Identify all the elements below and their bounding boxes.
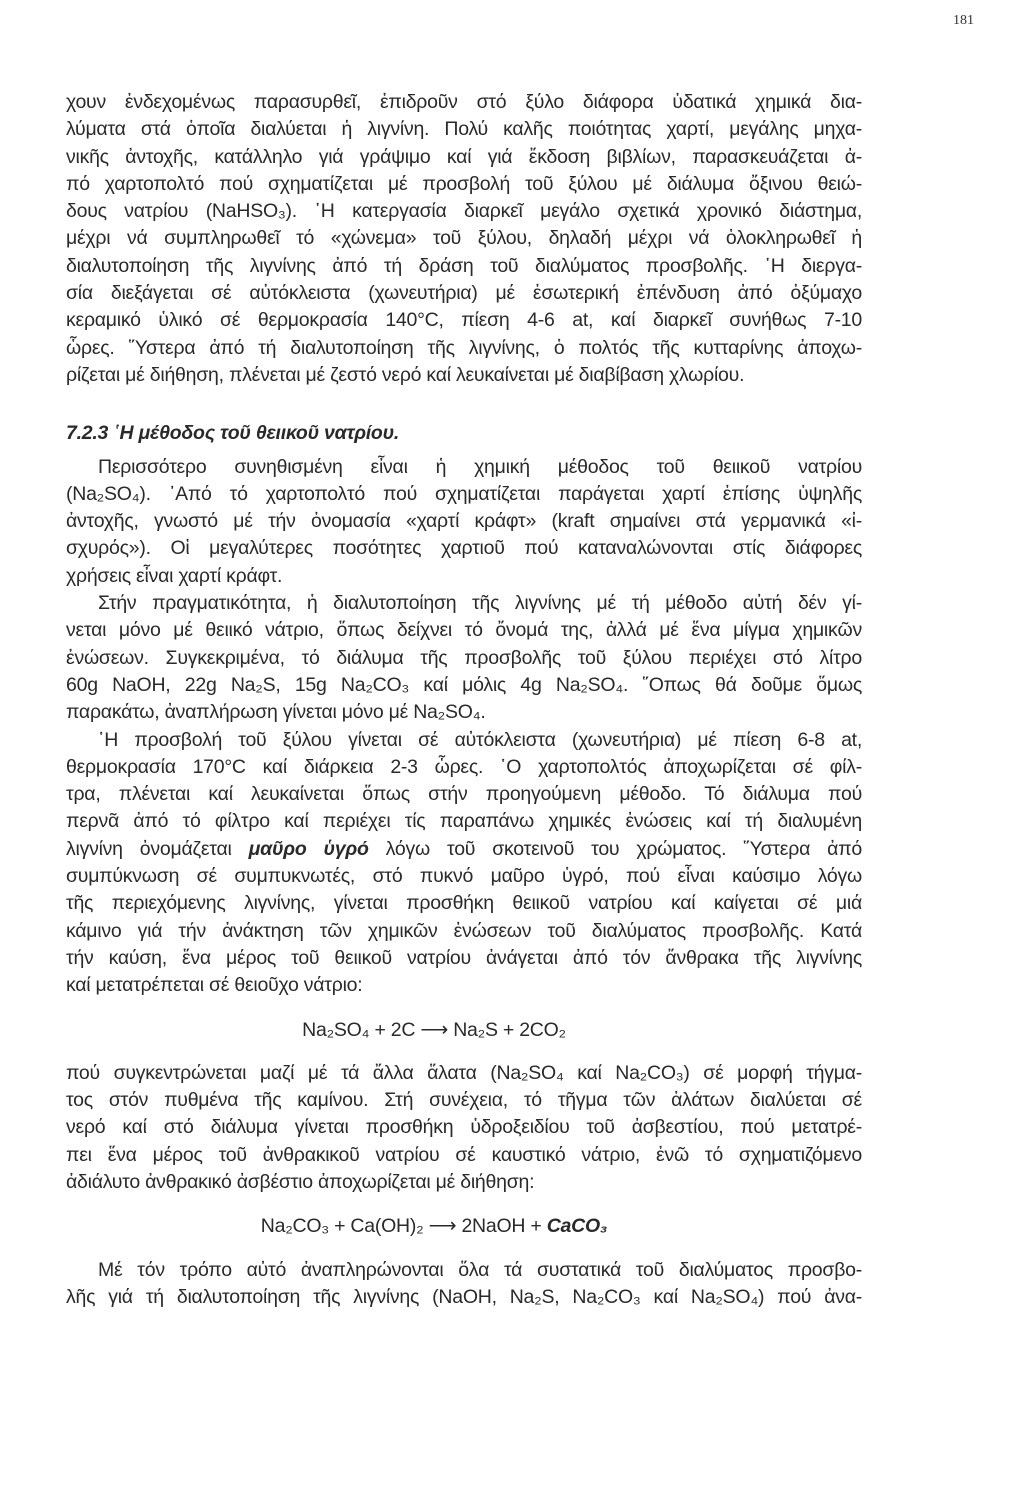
chemical-equation xyxy=(66,1017,862,1044)
text-line: καί μετατρέπεται σέ θειοῦχο νάτριο: xyxy=(66,974,363,997)
text-line: θερμοκρασία 170°C καί διάρκεια 2-3 ὧρες. ῾Ο χαρτοπολτός ἀποχωρίζεται σέ φίλ- xyxy=(66,755,862,778)
text-line: δους νατρίου (NaHSO₃). ῾Η κατεργασία διαρκεῖ μεγάλο σχετικά χρονικό διάστημα, xyxy=(66,200,862,223)
text-line: τήν καύση, ἕνα μέρος τοῦ θειικοῦ νατρίου ἀνάγεται ἀπό τόν ἄνθρακα τῆς λιγνίνης xyxy=(66,946,862,969)
text-line: νερό καί στό διάλυμα γίνεται προσθήκη ὑδροξειδίου τοῦ ἀσβεστίου, πού μετατρέ- xyxy=(66,1116,862,1139)
text-line: συμπύκνωση σέ συμπυκνωτές, στό πυκνό μαῦρο ὑγρό, πού εἶναι καύσιμο λόγω xyxy=(66,865,862,888)
section-heading xyxy=(66,420,862,447)
text-line: νικῆς ἀντοχῆς, κατάλληλο γιά γράψιμο καί γιά ἔκδοση βιβλίων, παρασκευάζεται ἀ- xyxy=(66,145,862,168)
paragraph xyxy=(66,1257,862,1312)
text-line: πει ἕνα μέρος τοῦ ἀνθρακικοῦ νατρίου σέ καυστικό νάτριο, ἐνῶ τό σχηματιζόμενο xyxy=(66,1143,862,1166)
paragraph xyxy=(66,454,862,590)
text-line: σία διεξάγεται σέ αὐτόκλειστα (χωνευτήρια) μέ ἐσωτερική ἐπένδυση ἀπό ὀξύμαχο xyxy=(66,282,862,305)
chemical-equation xyxy=(66,1213,862,1240)
text-line: πό χαρτοπολτό πού σχηματίζεται μέ προσβολή τοῦ ξύλου μέ διάλυμα ὄξινου θειώ- xyxy=(66,172,862,195)
text-line: σχυρός»). Οἱ μεγαλύτερες ποσότητες χαρτιοῦ πού καταναλώνονται στίς διάφορες xyxy=(66,537,862,560)
text-line: τρα, πλένεται καί λευκαίνεται ὅπως στήν προηγούμενη μέθοδο. Τό διάλυμα πού xyxy=(66,783,862,806)
page-body xyxy=(66,89,862,1311)
text-line: ἀντοχῆς, γνωστό μέ τήν ὀνομασία «χαρτί κράφτ» (kraft σημαίνει στά γερμανικά «ἰ- xyxy=(66,510,862,533)
text-line xyxy=(66,1213,862,1240)
paragraph xyxy=(66,89,862,389)
text-line: ἐνώσεων. Συγκεκριμένα, τό διάλυμα τῆς προσβολῆς τοῦ ξύλου περιέχει στό λίτρο xyxy=(66,646,862,669)
text-line: Μέ τόν τρόπο αὐτό ἀναπληρώνονται ὅλα τά συστατικά τοῦ διαλύματος προσβο- xyxy=(98,1258,862,1281)
text-line: Περισσότερο συνηθισμένη εἶναι ἡ χημική μέθοδος τοῦ θειικοῦ νατρίου xyxy=(98,455,862,478)
text-line: (Na₂SO₄). ᾿Από τό χαρτοπολτό πού σχηματίζεται παράγεται χαρτί ἐπίσης ὑψηλῆς xyxy=(66,482,862,505)
text-line: μέχρι νά συμπληρωθεῖ τό «χώνεμα» τοῦ ξύλου, δηλαδή μέχρι νά ὁλοκληρωθεῖ ἡ xyxy=(66,227,862,250)
text-line: τος στόν πυθμένα τῆς καμίνου. Στή συνέχεια, τό τῆγμα τῶν ἁλάτων διαλύεται σέ xyxy=(66,1089,862,1112)
text-segment: λόγω τοῦ σκοτεινοῦ του χρώματος. ῞Υστερα ἀπό xyxy=(368,837,862,860)
text-line: ρίζεται μέ διήθηση, πλένεται μέ ζεστό νερό καί λευκαίνεται μέ διαβίβαση χλωρίου. xyxy=(66,363,745,386)
paragraph xyxy=(66,590,862,726)
text-line: κάμινο γιά τήν ἀνάκτηση τῶν χημικῶν ἐνώσεων τοῦ διαλύματος προσβολῆς. Κατά xyxy=(66,919,862,942)
text-line: 60g NaOH, 22g Na₂S, 15g Na₂CO₃ καί μόλις 4g Na₂SO₄. ῞Οπως θά δοῦμε ὅμως xyxy=(66,673,862,696)
text-line: 7.2.3 ῾Η μέθοδος τοῦ θειικοῦ νατρίου. xyxy=(66,422,400,445)
text-line: λύματα στά ὁποῖα διαλύεται ἡ λιγνίνη. Πολύ καλῆς ποιότητας χαρτί, μεγάλης μηχα- xyxy=(66,118,862,141)
text-line: Στήν πραγματικότητα, ἡ διαλυτοποίηση τῆς λιγνίνης μέ τή μέθοδο αὐτή δέν γί- xyxy=(98,592,862,615)
text-line: χουν ἐνδεχομένως παρασυρθεῖ, ἐπιδροῦν στό ξύλο διάφορα ὑδατικά χημικά δια- xyxy=(66,91,862,113)
text-segment: λιγνίνη ὀνομάζεται xyxy=(66,837,249,860)
page-number: 181 xyxy=(953,13,974,28)
text-line: Na₂SO₄ + 2C ⟶ Na₂S + 2CO₂ xyxy=(302,1018,566,1041)
paragraph xyxy=(66,1060,862,1196)
text-line: πού συγκεντρώνεται μαζί μέ τά ἄλλα ἅλατα (Na₂SO₄ καί Na₂CO₃) σέ μορφή τήγμα- xyxy=(66,1061,862,1084)
text-line: ἀδιάλυτο ἀνθρακικό ἀσβέστιο ἀποχωρίζεται μέ διήθηση: xyxy=(66,1170,535,1193)
text-line: ὧρες. ῞Υστερα ἀπό τή διαλυτοποίηση τῆς λιγνίνης, ὁ πολτός τῆς κυτταρίνης ἀποχω- xyxy=(66,336,862,359)
emphasized-term: μαῦρο ὑγρό xyxy=(248,837,369,860)
emphasized-term: CaCO₃ xyxy=(546,1215,608,1238)
text-line: ῾Η προσβολή τοῦ ξύλου γίνεται σέ αὐτόκλειστα (χωνευτήρια) μέ πίεση 6-8 at, xyxy=(98,728,862,751)
paragraph xyxy=(66,727,862,1000)
text-segment: Na₂CO₃ + Ca(OH)₂ ⟶ 2NaOH + xyxy=(260,1215,547,1238)
text-line: κεραμικό ὑλικό σέ θερμοκρασία 140°C, πίεση 4-6 at, καί διαρκεῖ συνήθως 7-10 xyxy=(66,309,862,332)
text-line: διαλυτοποίηση τῆς λιγνίνης ἀπό τή δράση τοῦ διαλύματος προσβολῆς. ῾Η διεργα- xyxy=(66,254,862,277)
text-line: παρακάτω, ἀναπλήρωση γίνεται μόνο μέ Na₂SO₄. xyxy=(66,701,486,724)
text-line: νεται μόνο μέ θειικό νάτριο, ὅπως δείχνει τό ὄνομά της, ἀλλά μέ ἕνα μίγμα χημικῶν xyxy=(66,619,862,642)
text-line: τῆς περιεχόμενης λιγνίνης, γίνεται προσθήκη θειικοῦ νατρίου καί καίγεται σέ μιά xyxy=(66,892,862,915)
text-line: περνᾶ ἀπό τό φίλτρο καί περιέχει τίς παραπάνω χημικές ἐνώσεις καί τή διαλυμένη xyxy=(66,810,862,833)
text-line: χρήσεις εἶναι χαρτί κράφτ. xyxy=(66,564,283,587)
text-line: λῆς γιά τή διαλυτοποίηση τῆς λιγνίνης (NaOH, Na₂S, Na₂CO₃ καί Na₂SO₄) πού ἀνα- xyxy=(66,1285,862,1308)
text-line xyxy=(66,836,862,863)
